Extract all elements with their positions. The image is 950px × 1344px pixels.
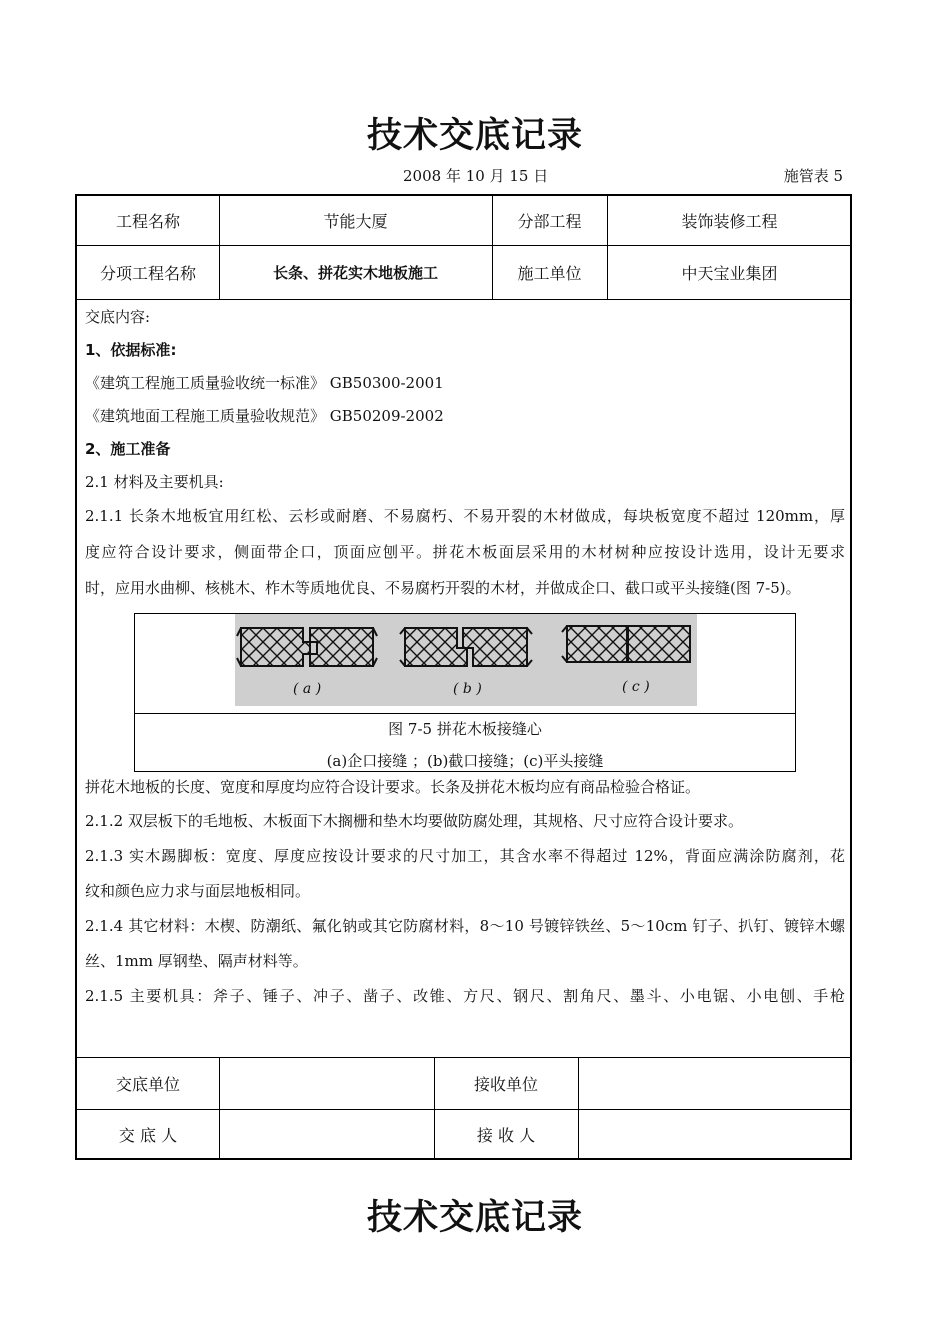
joint-c-drawing — [562, 626, 690, 662]
record-date: 2008 年 10 月 15 日 — [403, 167, 549, 185]
standard-line: 《建筑地面工程施工质量验收规范》 GB50209-2002 — [85, 407, 444, 425]
paragraph-line: 拼花木地板的长度、宽度和厚度均应符合设计要求。长条及拼花木板均应有商品检验合格证。 — [85, 778, 701, 796]
figure-divider — [135, 713, 795, 714]
joint-b-drawing — [400, 628, 532, 666]
receiver-field[interactable] — [578, 1109, 852, 1160]
receiver-unit-label: 接收单位 — [473, 1074, 538, 1094]
next-page-title: 技术交底记录 — [366, 1198, 583, 1238]
contractor-value: 中天宝业集团 — [681, 263, 778, 283]
paragraph-line: 2.1.4 其它材料：木楔、防潮纸、氟化钠或其它防腐材料，8～10 号镀锌铁丝、5～10cm 钉子、扒钉、镀锌木螺 — [85, 917, 845, 935]
record-table — [75, 194, 852, 1160]
project-name-label: 工程名称 — [115, 212, 180, 231]
row-divider — [77, 299, 850, 300]
paragraph-line: 纹和颜色应力求与面层地板相同。 — [85, 882, 311, 900]
division-value: 装饰装修工程 — [681, 212, 778, 231]
contractor-label: 施工单位 — [517, 263, 582, 283]
paragraph-line: 度应符合设计要求，侧面带企口，顶面应刨平。拼花木板面层采用的木材树种应按设计选用，设计无要求 — [85, 543, 845, 561]
project-name-value: 节能大厦 — [323, 212, 388, 231]
paragraph-line: 2.1.2 双层板下的毛地板、木板面下木搁栅和垫木均要做防腐处理，其规格、尺寸应符合设计要求。 — [85, 812, 743, 830]
document-title: 技术交底记录 — [366, 116, 583, 156]
subitem-label: 分项工程名称 — [99, 263, 196, 283]
content-intro: 交底内容: — [85, 308, 151, 326]
subitem-value: 长条、拼花实木地板施工 — [272, 263, 438, 282]
receiver-unit-field[interactable] — [578, 1057, 852, 1109]
standard-line: 《建筑工程施工质量验收统一标准》 GB50300-2001 — [85, 374, 444, 392]
form-number: 施管表 5 — [783, 167, 843, 185]
issuer-label: 交 底 人 — [118, 1126, 178, 1145]
issuer-field[interactable] — [219, 1109, 434, 1160]
fig-label-a: ( a ) — [293, 681, 322, 697]
section-heading: 2、施工准备 — [85, 440, 171, 458]
division-label: 分部工程 — [517, 212, 582, 231]
fig-label-c: ( c ) — [622, 679, 650, 695]
issuer-unit-field[interactable] — [219, 1057, 434, 1109]
figure-caption: 图 7-5 拼花木板接缝心 — [388, 720, 542, 738]
paragraph-line: 2.1.1 长条木地板宜用红松、云杉或耐磨、不易腐朽、不易开裂的木材做成，每块板宽度不超过 120mm，厚 — [85, 507, 845, 525]
subsection-heading: 2.1 材料及主要机具: — [85, 473, 224, 491]
paragraph-line: 2.1.5 主要机具：斧子、锤子、冲子、凿子、改锥、方尺、钢尺、割角尺、墨斗、小电锯、小电刨、手枪 — [85, 987, 845, 1005]
joint-a-drawing — [237, 628, 377, 666]
joint-diagram-image — [235, 614, 697, 706]
paragraph-line: 丝、1mm 厚钢垫、隔声材料等。 — [85, 952, 308, 970]
fig-label-b: ( b ) — [453, 681, 482, 697]
paragraph-line: 时，应用水曲柳、核桃木、柞木等质地优良、不易腐朽开裂的木材，并做成企口、截口或平头接缝(图 7-5)。 — [85, 579, 801, 597]
receiver-label: 接 收 人 — [476, 1126, 536, 1145]
figure-subcaption: (a)企口接缝 ；(b)截口接缝；(c)平头接缝 — [326, 752, 604, 770]
section-heading: 1、依据标准: — [85, 341, 177, 359]
paragraph-line: 2.1.3 实木踢脚板：宽度、厚度应按设计要求的尺寸加工，其含水率不得超过 12%，背面应满涂防腐剂，花 — [85, 847, 845, 865]
issuer-unit-label: 交底单位 — [115, 1074, 180, 1094]
figure-box — [134, 613, 796, 772]
